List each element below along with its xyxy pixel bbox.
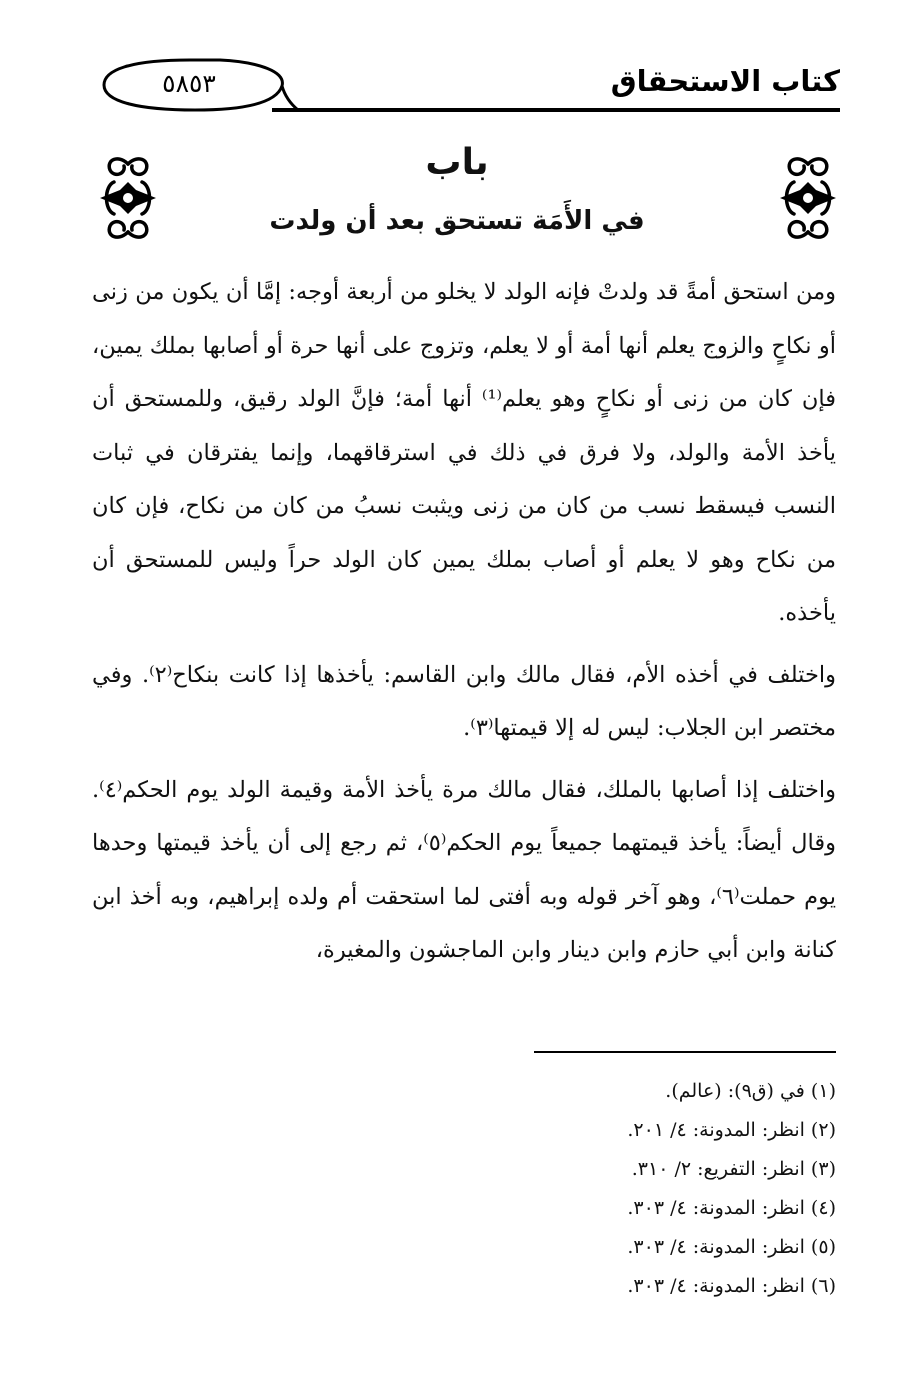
page-header (92, 52, 840, 114)
footnote-separator (534, 1051, 836, 1053)
chapter-title: في الأَمَة تستحق بعد أن ولدت (269, 206, 645, 236)
footnote-4: (٤) انظر: المدونة: ٤/ ٣٠٣. (627, 1197, 836, 1219)
footnote-1: (١) في (ق٩): (عالم). (665, 1080, 836, 1102)
footnote-5: (٥) انظر: المدونة: ٤/ ٣٠٣. (627, 1236, 836, 1258)
page-number: ٥٨٥٣ (162, 69, 216, 98)
footnote-2: (٢) انظر: المدونة: ٤/ ٢٠١. (627, 1119, 836, 1141)
paragraph-3: واختلف إذا أصابها بالملك، فقال مالك مرة يأخذ الأمة وقيمة الولد يوم الحكم⁽٤⁾. وقال أيضاً: يأخذ قيمتهما جميعاً يوم الحكم⁽٥⁾، ثم رجع إلى أن يأخذ قيمتها وحدها يوم حملت⁽٦⁾، وهو آخر قوله وبه أفتى لما استحقت أم ولده إبراهيم، وبه أخذ ابن كنانة وابن أبي حازم وابن دينار وابن الماجشون والمغيرة، (92, 776, 837, 963)
chapter-label: باب (425, 142, 489, 183)
body-text (92, 266, 836, 978)
paragraph-2: واختلف في أخذه الأم، فقال مالك وابن القاسم: يأخذها إذا كانت بنكاح⁽٢⁾. وفي مختصر ابن الجلاب: ليس له إلا قيمتها⁽٣⁾. (92, 661, 836, 741)
page-number-oval (100, 56, 278, 112)
footnotes (92, 1072, 836, 1306)
header-rule (272, 108, 840, 112)
book-title: كتاب الاستحقاق (610, 64, 840, 98)
paragraph-1: ومن استحق أمةً قد ولدتْ فإنه الولد لا يخلو من أربعة أوجه: إمَّا أن يكون من زنى أو نكاحٍ والزوج يعلم أنها أمة أو لا يعلم، وتزوج على أنها حرة أو أصابها بملك يمين، فإن كان من زنى أو نكاحٍ وهو يعلم⁽¹⁾ أنها أمة؛ فإنَّ الولد رقيق، وللمستحق أن يأخذ الأمة والولد، ولا فرق في ذلك في استرقاقهما، وإنما يفترقان في ثبات النسب فيسقط نسب من كان من زنى ويثبت نسبُ من كان من نكاح، فإن كان من نكاح وهو لا يعلم أو أصاب بملك يمين كان الولد حراً وليس للمستحق أن يأخذه. (92, 279, 836, 626)
footnote-3: (٣) انظر: التفريع: ٢/ ٣١٠. (631, 1158, 836, 1180)
footnote-6: (٦) انظر: المدونة: ٤/ ٣٠٣. (627, 1275, 836, 1297)
